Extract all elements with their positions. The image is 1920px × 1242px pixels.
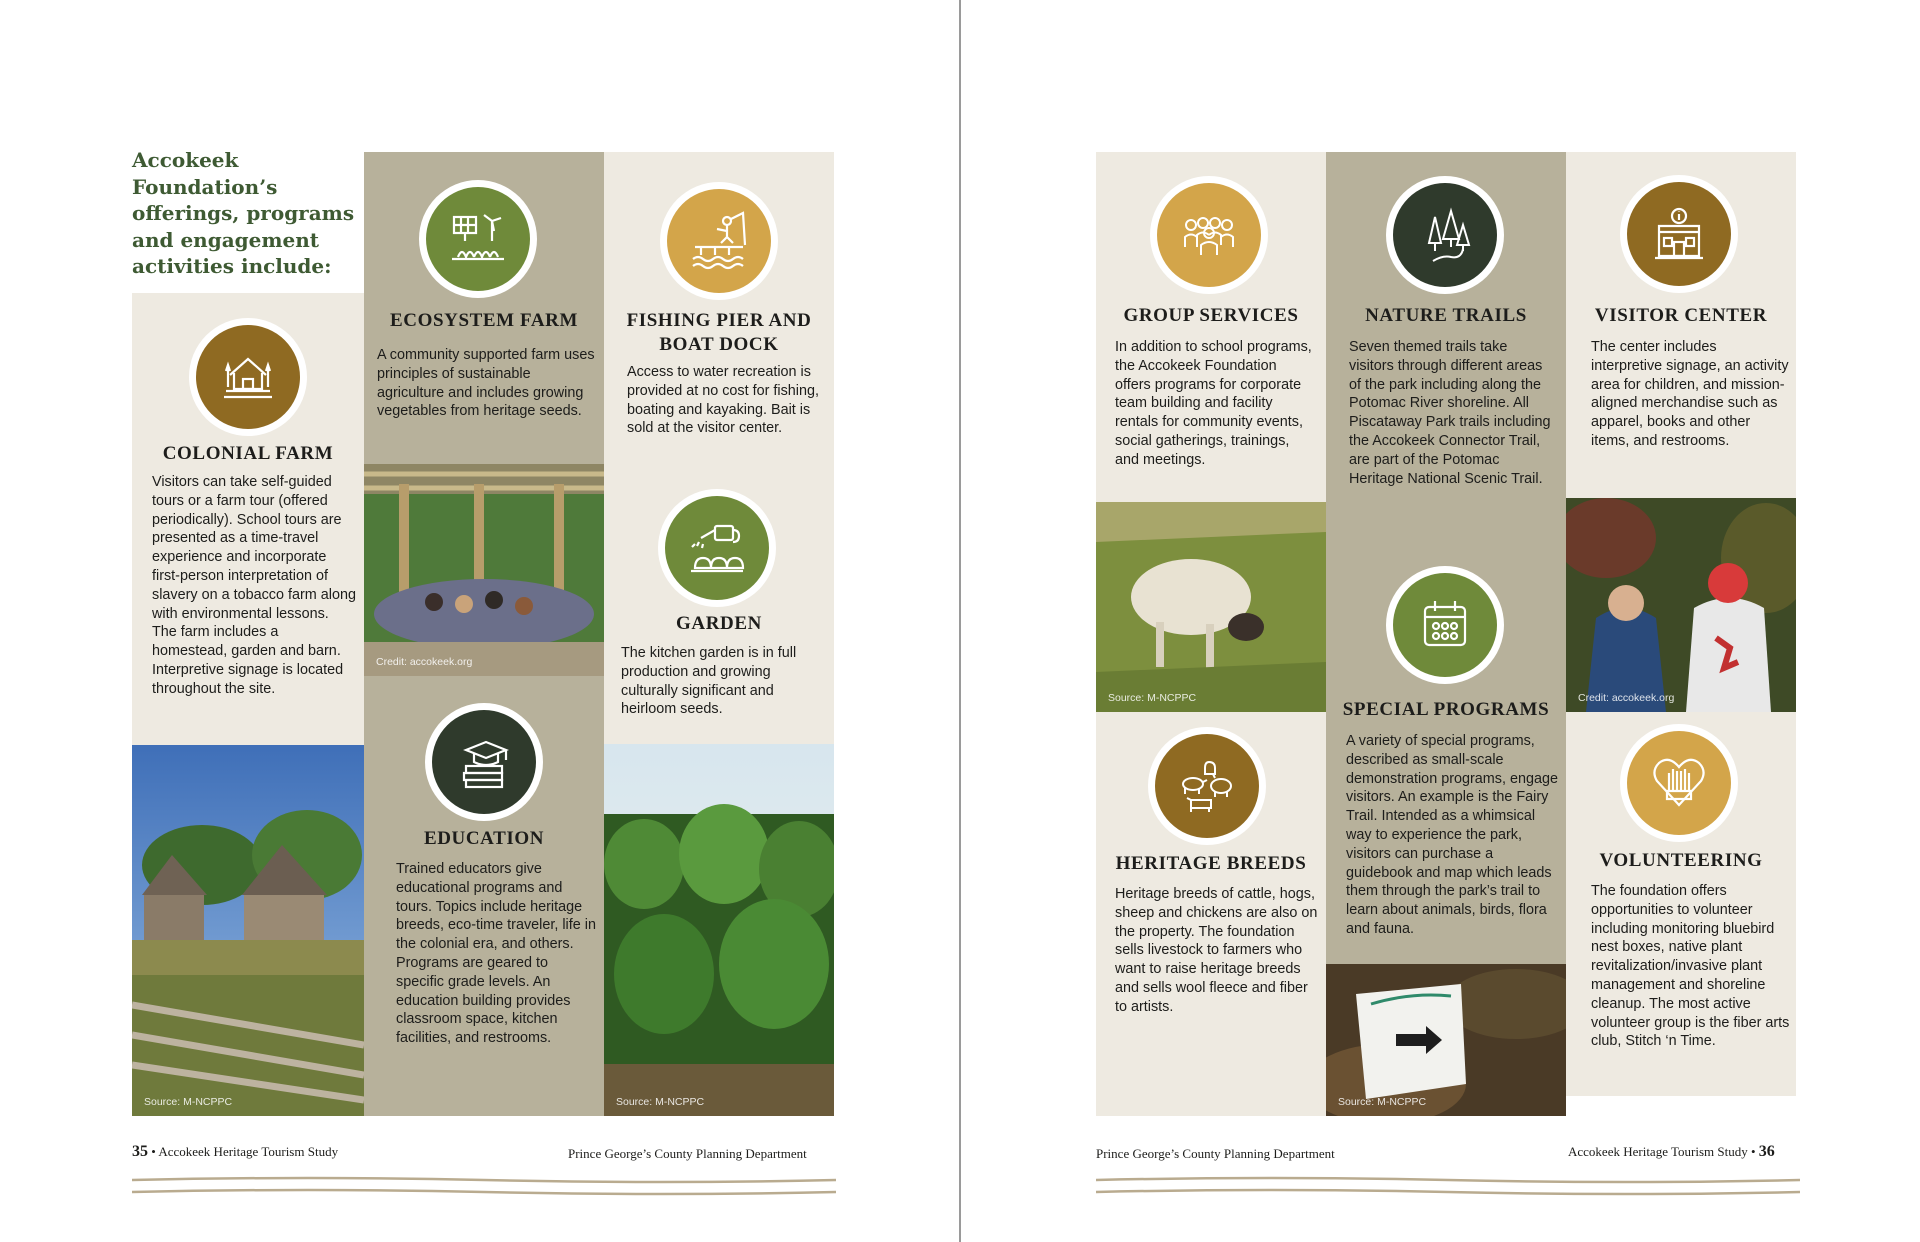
graduation-books-icon: [425, 703, 543, 821]
garden-body: The kitchen garden is in full production and growing culturally significant and heirloom seeds.: [621, 645, 797, 718]
group-services-title: GROUP SERVICES: [1123, 305, 1299, 326]
visitor-center-title: VISITOR CENTER: [1594, 305, 1768, 326]
photo-farm-pavilion: [364, 464, 604, 676]
colonial-farm-body: Visitors can take self-guided tours or a farm tour (offered periodically). School tours are presented as a time-travel experience and incorporate first-person interpretation of slavery on a tobacco farm along with environmental lessons. The farm includes a homestead, garden and barn. Interpretive signage is located throughout the site.: [152, 474, 356, 697]
calendar-icon: [1386, 566, 1504, 684]
heritage-breeds-title: HERITAGE BREEDS: [1115, 853, 1307, 874]
photo-credit: Credit: accokeek.org: [1578, 692, 1675, 704]
farmstead-icon: [189, 318, 307, 436]
photo-credit: Source: M-NCPPC: [1108, 692, 1197, 704]
education-body: Trained educators give educational programs and tours. Topics include heritage breeds, eco-time traveler, life in the colonial era, and others. Programs are geared to specific grade levels. An education building provides classroom space, kitchen facilities, and restrooms.: [396, 861, 596, 1047]
photo-credit: Credit: accokeek.org: [376, 656, 473, 668]
left-footer-dept: Prince George’s County Planning Department: [568, 1146, 807, 1161]
footer-wave-lines: [1096, 1172, 1800, 1198]
colonial-farm-title: COLONIAL FARM: [162, 443, 334, 464]
farm-animals-icon: [1148, 727, 1266, 845]
heart-hands-icon: [1620, 724, 1738, 842]
group-services-body: In addition to school programs, the Accokeek Foundation offers programs for corporate team building and facility rentals for community events, social gatherings, trainings, and meetings.: [1115, 339, 1312, 468]
left-footer-title: 35 • Accokeek Heritage Tourism Study: [132, 1143, 339, 1160]
intro-heading: Accokeek Foundation’s offerings, programs and engagement activities include:: [132, 148, 355, 278]
right-footer-title: Accokeek Heritage Tourism Study • 36: [1568, 1143, 1775, 1160]
fishing-pier-icon: [660, 182, 778, 300]
left-page-number: 35: [132, 1143, 148, 1160]
left-study-title: Accokeek Heritage Tourism Study: [158, 1144, 339, 1159]
nature-trails-title: NATURE TRAILS: [1365, 305, 1527, 326]
right-study-title: Accokeek Heritage Tourism Study: [1568, 1144, 1748, 1159]
visitor-center-body: The center includes interpretive signage, an activity area for children, and mission-aligned merchandise such as apparel, books and other items, and restrooms.: [1591, 339, 1789, 449]
fishing-pier-title: FISHING PIER AND BOAT DOCK: [626, 310, 812, 355]
volunteering-title: VOLUNTEERING: [1599, 850, 1763, 871]
photo-colonial-cabins: [132, 745, 364, 1116]
garden-title: GARDEN: [676, 613, 762, 634]
group-icon: [1150, 176, 1268, 294]
footer-wave-lines: [132, 1172, 836, 1198]
building-info-icon: [1620, 175, 1738, 293]
watering-can-icon: [658, 489, 776, 607]
solar-wind-crops-icon: [419, 180, 537, 298]
right-footer-dept: Prince George’s County Planning Department: [1096, 1146, 1335, 1161]
heritage-breeds-body: Heritage breeds of cattle, hogs, sheep and chickens are also on the property. The foundation sells livestock to farmers who want to raise heritage breeds and sells wool fleece and fiber to artists.: [1115, 886, 1318, 1015]
special-programs-title: SPECIAL PROGRAMS: [1342, 699, 1550, 720]
ecosystem-farm-title: ECOSYSTEM FARM: [389, 310, 579, 331]
education-title: EDUCATION: [423, 828, 545, 849]
page-spread-divider: [959, 0, 961, 1242]
ecosystem-farm-body: A community supported farm uses principles of sustainable agriculture and includes growing vegetables from heritage seeds.: [377, 347, 595, 420]
photo-sheep: [1096, 502, 1326, 712]
nature-trails-body: Seven themed trails take visitors through different areas of the park including along the Potomac River shoreline. All Piscataway Park trails including the Accokeek Connector Trail, are part of the Potomac Heritage National Scenic Trail.: [1349, 339, 1551, 487]
special-programs-body: A variety of special programs, described as small-scale demonstration programs, engage visitors. An example is the Fairy Trail. Intended as a whimsical way to experience the park, visitors can purchase a guidebook and map which leads them through the park’s trail to learn about animals, birds, flora and fauna.: [1346, 733, 1558, 937]
volunteering-body: The foundation offers opportunities to volunteer including monitoring bluebird nest boxes, native plant revitalization/invasive plant management and shoreline cleanup. The most active volunteer group is the fiber arts club, Stitch ‘n Time.: [1591, 883, 1790, 1050]
right-page-number: 36: [1758, 1143, 1775, 1160]
photo-credit: Source: M-NCPPC: [144, 1096, 233, 1108]
photo-volunteers: [1566, 498, 1796, 712]
fishing-pier-body: Access to water recreation is provided at no cost for fishing, boating and kayaking. Bait is sold at the visitor center.: [627, 364, 819, 437]
photo-credit: Source: M-NCPPC: [616, 1096, 705, 1108]
photo-credit: Source: M-NCPPC: [1338, 1096, 1427, 1108]
photo-fairy-trail-sign: [1326, 964, 1566, 1116]
photo-tobacco-field: [604, 744, 834, 1116]
trees-trail-icon: [1386, 176, 1504, 294]
